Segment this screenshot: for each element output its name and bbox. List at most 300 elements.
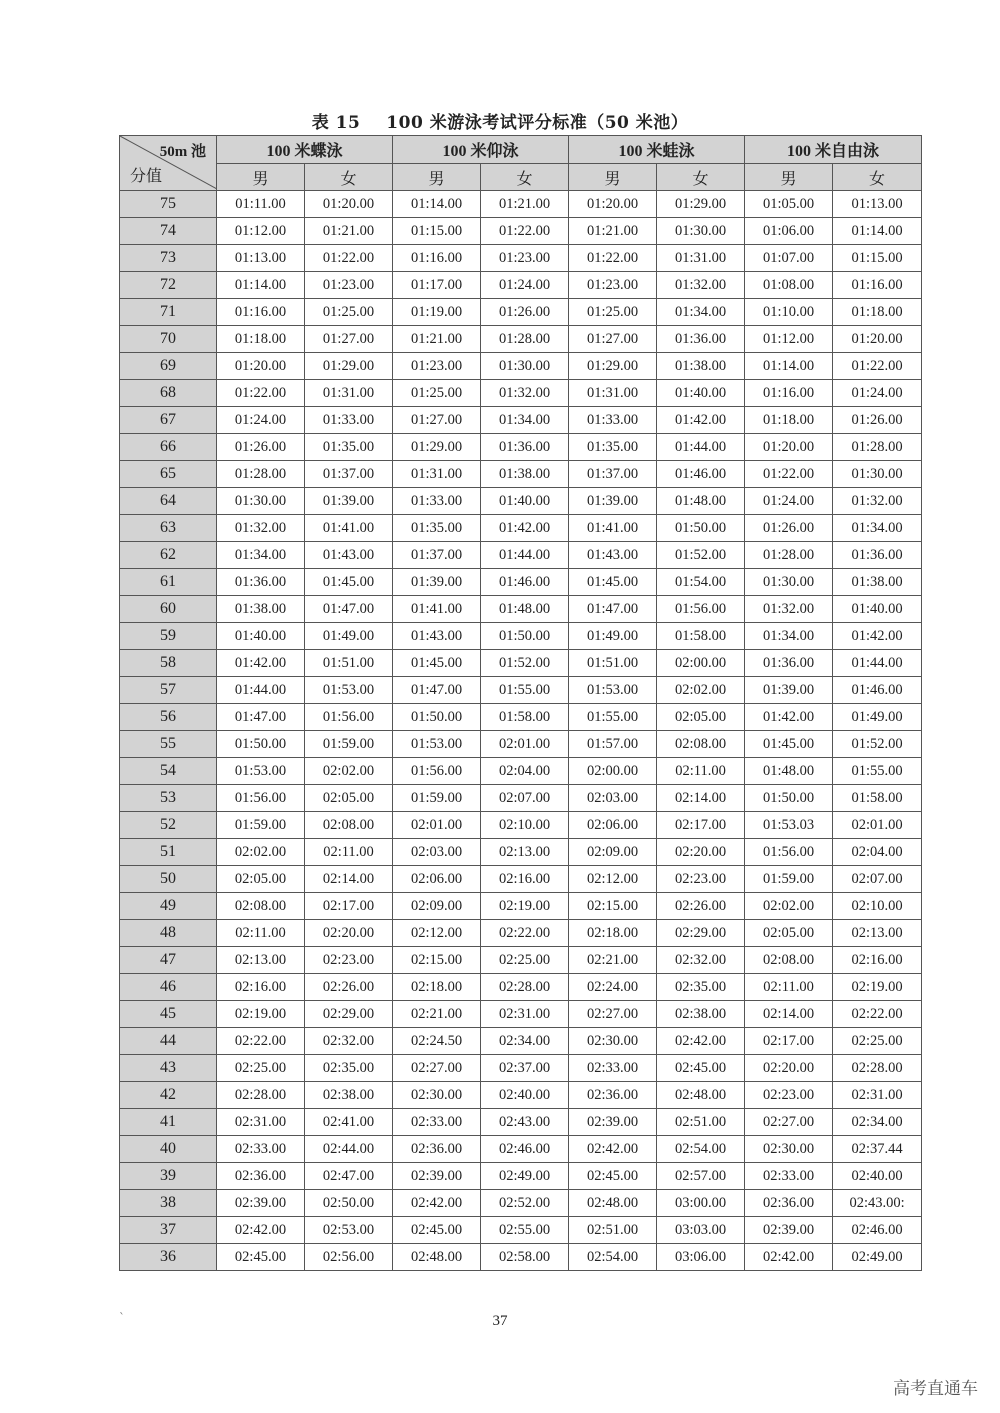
- score-cell: 41: [120, 1109, 217, 1136]
- time-cell: 01:29.00: [569, 353, 657, 380]
- time-cell: 03:03.00: [657, 1217, 745, 1244]
- time-cell: 02:39.00: [569, 1109, 657, 1136]
- time-cell: 01:40.00: [481, 488, 569, 515]
- time-cell: 02:36.00: [393, 1136, 481, 1163]
- time-cell: 01:27.00: [305, 326, 393, 353]
- time-cell: 02:31.00: [481, 1001, 569, 1028]
- time-cell: 02:11.00: [305, 839, 393, 866]
- time-cell: 02:29.00: [657, 920, 745, 947]
- score-cell: 70: [120, 326, 217, 353]
- time-cell: 01:50.00: [657, 515, 745, 542]
- time-cell: 02:16.00: [833, 947, 922, 974]
- score-cell: 44: [120, 1028, 217, 1055]
- time-cell: 01:36.00: [657, 326, 745, 353]
- time-cell: 01:43.00: [569, 542, 657, 569]
- time-cell: 01:22.00: [569, 245, 657, 272]
- time-cell: 02:38.00: [657, 1001, 745, 1028]
- scoring-table-body: [120, 191, 922, 1271]
- time-cell: 01:32.00: [833, 488, 922, 515]
- score-cell: 73: [120, 245, 217, 272]
- table-row: [120, 1109, 922, 1136]
- time-cell: 01:48.00: [657, 488, 745, 515]
- time-cell: 01:24.00: [745, 488, 833, 515]
- time-cell: 01:15.00: [833, 245, 922, 272]
- time-cell: 02:05.00: [745, 920, 833, 947]
- time-cell: 01:19.00: [393, 299, 481, 326]
- time-cell: 02:02.00: [745, 893, 833, 920]
- time-cell: 02:47.00: [305, 1163, 393, 1190]
- time-cell: 01:05.00: [745, 191, 833, 218]
- time-cell: 02:28.00: [217, 1082, 305, 1109]
- time-cell: 01:44.00: [481, 542, 569, 569]
- event-header-breaststroke: 100 米蛙泳: [569, 136, 745, 164]
- time-cell: 02:07.00: [481, 785, 569, 812]
- score-cell: 59: [120, 623, 217, 650]
- time-cell: 02:29.00: [305, 1001, 393, 1028]
- time-cell: 02:24.00: [569, 974, 657, 1001]
- time-cell: 01:28.00: [833, 434, 922, 461]
- table-row: [120, 1217, 922, 1244]
- time-cell: 01:44.00: [217, 677, 305, 704]
- time-cell: 02:52.00: [481, 1190, 569, 1217]
- score-cell: 40: [120, 1136, 217, 1163]
- time-cell: 02:26.00: [657, 893, 745, 920]
- time-cell: 01:31.00: [657, 245, 745, 272]
- score-cell: 55: [120, 731, 217, 758]
- time-cell: 01:57.00: [569, 731, 657, 758]
- time-cell: 01:46.00: [657, 461, 745, 488]
- time-cell: 01:17.00: [393, 272, 481, 299]
- time-cell: 02:03.00: [393, 839, 481, 866]
- time-cell: 02:08.00: [217, 893, 305, 920]
- time-cell: 01:47.00: [569, 596, 657, 623]
- table-row: [120, 1028, 922, 1055]
- time-cell: 01:32.00: [481, 380, 569, 407]
- time-cell: 02:15.00: [569, 893, 657, 920]
- time-cell: 02:04.00: [833, 839, 922, 866]
- time-cell: 01:13.00: [833, 191, 922, 218]
- time-cell: 02:53.00: [305, 1217, 393, 1244]
- time-cell: 01:56.00: [745, 839, 833, 866]
- score-cell: 66: [120, 434, 217, 461]
- time-cell: 01:55.00: [569, 704, 657, 731]
- time-cell: 02:39.00: [745, 1217, 833, 1244]
- score-cell: 51: [120, 839, 217, 866]
- time-cell: 02:33.00: [393, 1109, 481, 1136]
- page-number: 37: [492, 1313, 508, 1329]
- table-row: [120, 353, 922, 380]
- corner-score-label: 分值: [130, 168, 163, 185]
- time-cell: 02:02.00: [657, 677, 745, 704]
- table-row: [120, 1190, 922, 1217]
- time-cell: 02:54.00: [569, 1244, 657, 1271]
- time-cell: 02:22.00: [217, 1028, 305, 1055]
- time-cell: 02:21.00: [569, 947, 657, 974]
- time-cell: 01:34.00: [833, 515, 922, 542]
- time-cell: 01:47.00: [393, 677, 481, 704]
- event-header-freestyle: 100 米自由泳: [745, 136, 922, 164]
- time-cell: 01:42.00: [833, 623, 922, 650]
- time-cell: 01:53.00: [569, 677, 657, 704]
- time-cell: 01:39.00: [393, 569, 481, 596]
- gender-header-female: 女: [833, 164, 922, 191]
- time-cell: 01:48.00: [745, 758, 833, 785]
- time-cell: 01:25.00: [305, 299, 393, 326]
- time-cell: 01:59.00: [745, 866, 833, 893]
- time-cell: 01:53.00: [217, 758, 305, 785]
- time-cell: 02:21.00: [393, 1001, 481, 1028]
- time-cell: 01:50.00: [217, 731, 305, 758]
- time-cell: 02:20.00: [745, 1055, 833, 1082]
- time-cell: 02:23.00: [657, 866, 745, 893]
- time-cell: 02:17.00: [657, 812, 745, 839]
- time-cell: 01:43.00: [305, 542, 393, 569]
- time-cell: 02:38.00: [305, 1082, 393, 1109]
- time-cell: 01:55.00: [833, 758, 922, 785]
- score-cell: 45: [120, 1001, 217, 1028]
- time-cell: 01:50.00: [393, 704, 481, 731]
- time-cell: 02:05.00: [305, 785, 393, 812]
- time-cell: 02:32.00: [657, 947, 745, 974]
- table-row: [120, 758, 922, 785]
- time-cell: 01:22.00: [833, 353, 922, 380]
- time-cell: 01:15.00: [393, 218, 481, 245]
- time-cell: 02:26.00: [305, 974, 393, 1001]
- time-cell: 01:11.00: [217, 191, 305, 218]
- time-cell: 02:19.00: [217, 1001, 305, 1028]
- time-cell: 02:11.00: [745, 974, 833, 1001]
- time-cell: 01:16.00: [217, 299, 305, 326]
- score-cell: 39: [120, 1163, 217, 1190]
- score-cell: 63: [120, 515, 217, 542]
- time-cell: 01:38.00: [217, 596, 305, 623]
- table-row: [120, 893, 922, 920]
- time-cell: 02:08.00: [745, 947, 833, 974]
- time-cell: 02:39.00: [393, 1163, 481, 1190]
- time-cell: 02:20.00: [305, 920, 393, 947]
- time-cell: 02:54.00: [657, 1136, 745, 1163]
- time-cell: 01:45.00: [745, 731, 833, 758]
- score-cell: 71: [120, 299, 217, 326]
- time-cell: 02:16.00: [217, 974, 305, 1001]
- time-cell: 01:21.00: [393, 326, 481, 353]
- time-cell: 02:57.00: [657, 1163, 745, 1190]
- table-row: [120, 245, 922, 272]
- footer-mark: `: [119, 1311, 125, 1325]
- time-cell: 02:15.00: [393, 947, 481, 974]
- table-row: [120, 704, 922, 731]
- time-cell: 01:16.00: [833, 272, 922, 299]
- time-cell: 01:51.00: [569, 650, 657, 677]
- score-cell: 69: [120, 353, 217, 380]
- time-cell: 01:59.00: [305, 731, 393, 758]
- time-cell: 01:08.00: [745, 272, 833, 299]
- time-cell: 01:50.00: [481, 623, 569, 650]
- score-cell: 61: [120, 569, 217, 596]
- scoring-table: [119, 135, 922, 1271]
- time-cell: 01:47.00: [305, 596, 393, 623]
- time-cell: 02:44.00: [305, 1136, 393, 1163]
- time-cell: 01:25.00: [569, 299, 657, 326]
- time-cell: 01:59.00: [217, 812, 305, 839]
- time-cell: 01:25.00: [393, 380, 481, 407]
- time-cell: 01:33.00: [393, 488, 481, 515]
- time-cell: 02:49.00: [833, 1244, 922, 1271]
- time-cell: 01:53.00: [393, 731, 481, 758]
- score-cell: 46: [120, 974, 217, 1001]
- score-cell: 36: [120, 1244, 217, 1271]
- table-row: [120, 272, 922, 299]
- score-cell: 62: [120, 542, 217, 569]
- time-cell: 01:29.00: [393, 434, 481, 461]
- gender-header-male: 男: [569, 164, 657, 191]
- table-row: [120, 839, 922, 866]
- time-cell: 01:42.00: [217, 650, 305, 677]
- time-cell: 02:11.00: [217, 920, 305, 947]
- time-cell: 01:53.03: [745, 812, 833, 839]
- time-cell: 01:26.00: [833, 407, 922, 434]
- time-cell: 02:17.00: [745, 1028, 833, 1055]
- time-cell: 01:24.00: [481, 272, 569, 299]
- time-cell: 01:33.00: [305, 407, 393, 434]
- score-cell: 72: [120, 272, 217, 299]
- time-cell: 01:38.00: [481, 461, 569, 488]
- time-cell: 03:06.00: [657, 1244, 745, 1271]
- time-cell: 02:27.00: [745, 1109, 833, 1136]
- time-cell: 01:16.00: [745, 380, 833, 407]
- time-cell: 02:45.00: [217, 1244, 305, 1271]
- time-cell: 02:14.00: [305, 866, 393, 893]
- score-cell: 75: [120, 191, 217, 218]
- table-row: [120, 812, 922, 839]
- score-cell: 50: [120, 866, 217, 893]
- time-cell: 01:30.00: [481, 353, 569, 380]
- time-cell: 01:07.00: [745, 245, 833, 272]
- time-cell: 02:09.00: [569, 839, 657, 866]
- score-cell: 42: [120, 1082, 217, 1109]
- time-cell: 01:35.00: [305, 434, 393, 461]
- time-cell: 01:30.00: [833, 461, 922, 488]
- table-row: [120, 947, 922, 974]
- time-cell: 02:42.00: [393, 1190, 481, 1217]
- time-cell: 01:36.00: [481, 434, 569, 461]
- watermark: 高考直通车: [893, 1379, 978, 1399]
- time-cell: 01:52.00: [657, 542, 745, 569]
- time-cell: 02:25.00: [217, 1055, 305, 1082]
- time-cell: 01:58.00: [657, 623, 745, 650]
- time-cell: 01:34.00: [745, 623, 833, 650]
- time-cell: 02:10.00: [833, 893, 922, 920]
- time-cell: 02:35.00: [305, 1055, 393, 1082]
- time-cell: 02:20.00: [657, 839, 745, 866]
- time-cell: 02:48.00: [657, 1082, 745, 1109]
- table-title: [0, 108, 1000, 133]
- time-cell: 02:17.00: [305, 893, 393, 920]
- time-cell: 02:06.00: [569, 812, 657, 839]
- time-cell: 01:37.00: [569, 461, 657, 488]
- time-cell: 01:13.00: [217, 245, 305, 272]
- time-cell: 01:49.00: [833, 704, 922, 731]
- time-cell: 01:20.00: [833, 326, 922, 353]
- time-cell: 01:26.00: [745, 515, 833, 542]
- time-cell: 02:02.00: [217, 839, 305, 866]
- time-cell: 01:34.00: [657, 299, 745, 326]
- time-cell: 02:30.00: [393, 1082, 481, 1109]
- table-row: [120, 920, 922, 947]
- time-cell: 02:51.00: [657, 1109, 745, 1136]
- time-cell: 01:10.00: [745, 299, 833, 326]
- time-cell: 02:50.00: [305, 1190, 393, 1217]
- corner-pool-label: 50m 池: [159, 144, 206, 160]
- time-cell: 01:22.00: [745, 461, 833, 488]
- time-cell: 01:26.00: [481, 299, 569, 326]
- time-cell: 02:25.00: [833, 1028, 922, 1055]
- time-cell: 01:20.00: [217, 353, 305, 380]
- time-cell: 02:30.00: [569, 1028, 657, 1055]
- time-cell: 01:06.00: [745, 218, 833, 245]
- time-cell: 01:21.00: [569, 218, 657, 245]
- time-cell: 01:14.00: [393, 191, 481, 218]
- time-cell: 02:42.00: [745, 1244, 833, 1271]
- time-cell: 01:35.00: [569, 434, 657, 461]
- score-cell: 43: [120, 1055, 217, 1082]
- time-cell: 02:42.00: [217, 1217, 305, 1244]
- time-cell: 02:01.00: [393, 812, 481, 839]
- time-cell: 01:39.00: [569, 488, 657, 515]
- time-cell: 01:39.00: [745, 677, 833, 704]
- table-row: [120, 1055, 922, 1082]
- time-cell: 02:02.00: [305, 758, 393, 785]
- time-cell: 02:36.00: [745, 1190, 833, 1217]
- time-cell: 02:14.00: [745, 1001, 833, 1028]
- time-cell: 02:48.00: [393, 1244, 481, 1271]
- time-cell: 02:36.00: [569, 1082, 657, 1109]
- time-cell: 02:28.00: [481, 974, 569, 1001]
- time-cell: 01:35.00: [393, 515, 481, 542]
- time-cell: 01:23.00: [481, 245, 569, 272]
- table-row: [120, 380, 922, 407]
- time-cell: 02:37.44: [833, 1136, 922, 1163]
- table-title-text: 100 米游泳考试评分标准（50 米池）: [386, 113, 689, 133]
- time-cell: 02:00.00: [569, 758, 657, 785]
- time-cell: 02:49.00: [481, 1163, 569, 1190]
- time-cell: 01:45.00: [569, 569, 657, 596]
- time-cell: 02:10.00: [481, 812, 569, 839]
- score-cell: 60: [120, 596, 217, 623]
- time-cell: 01:56.00: [393, 758, 481, 785]
- table-row: [120, 974, 922, 1001]
- time-cell: 01:31.00: [305, 380, 393, 407]
- time-cell: 02:51.00: [569, 1217, 657, 1244]
- time-cell: 01:38.00: [657, 353, 745, 380]
- table-row: [120, 542, 922, 569]
- time-cell: 01:12.00: [217, 218, 305, 245]
- time-cell: 02:46.00: [833, 1217, 922, 1244]
- time-cell: 01:45.00: [305, 569, 393, 596]
- score-cell: 64: [120, 488, 217, 515]
- table-number: 表 15: [311, 113, 361, 133]
- time-cell: 01:46.00: [833, 677, 922, 704]
- table-row: [120, 299, 922, 326]
- time-cell: 01:37.00: [305, 461, 393, 488]
- time-cell: 01:22.00: [217, 380, 305, 407]
- table-row: [120, 866, 922, 893]
- time-cell: 01:41.00: [393, 596, 481, 623]
- time-cell: 02:31.00: [833, 1082, 922, 1109]
- score-cell: 37: [120, 1217, 217, 1244]
- time-cell: 01:50.00: [745, 785, 833, 812]
- time-cell: 01:36.00: [833, 542, 922, 569]
- gender-header-male: 男: [393, 164, 481, 191]
- time-cell: 02:06.00: [393, 866, 481, 893]
- score-cell: 57: [120, 677, 217, 704]
- time-cell: 01:14.00: [217, 272, 305, 299]
- time-cell: 02:45.00: [569, 1163, 657, 1190]
- time-cell: 01:16.00: [393, 245, 481, 272]
- time-cell: 01:37.00: [393, 542, 481, 569]
- time-cell: 01:21.00: [305, 218, 393, 245]
- time-cell: 01:30.00: [657, 218, 745, 245]
- time-cell: 02:13.00: [217, 947, 305, 974]
- time-cell: 02:35.00: [657, 974, 745, 1001]
- time-cell: 02:13.00: [481, 839, 569, 866]
- event-header-butterfly: 100 米蝶泳: [217, 136, 393, 164]
- time-cell: 02:37.00: [481, 1055, 569, 1082]
- time-cell: 01:23.00: [305, 272, 393, 299]
- time-cell: 02:19.00: [833, 974, 922, 1001]
- time-cell: 01:32.00: [657, 272, 745, 299]
- time-cell: 02:00.00: [657, 650, 745, 677]
- time-cell: 02:48.00: [569, 1190, 657, 1217]
- time-cell: 01:59.00: [393, 785, 481, 812]
- time-cell: 01:24.00: [833, 380, 922, 407]
- time-cell: 02:18.00: [569, 920, 657, 947]
- table-row: [120, 1136, 922, 1163]
- time-cell: 01:40.00: [217, 623, 305, 650]
- table-row: [120, 677, 922, 704]
- table-row: [120, 596, 922, 623]
- time-cell: 02:05.00: [657, 704, 745, 731]
- time-cell: 02:27.00: [393, 1055, 481, 1082]
- time-cell: 01:14.00: [833, 218, 922, 245]
- time-cell: 02:13.00: [833, 920, 922, 947]
- time-cell: 01:20.00: [745, 434, 833, 461]
- time-cell: 01:47.00: [217, 704, 305, 731]
- time-cell: 01:29.00: [305, 353, 393, 380]
- time-cell: 01:56.00: [657, 596, 745, 623]
- time-cell: 02:42.00: [657, 1028, 745, 1055]
- time-cell: 01:40.00: [833, 596, 922, 623]
- time-cell: 01:56.00: [217, 785, 305, 812]
- time-cell: 02:43.00:: [833, 1190, 922, 1217]
- time-cell: 01:18.00: [217, 326, 305, 353]
- time-cell: 01:49.00: [569, 623, 657, 650]
- score-cell: 67: [120, 407, 217, 434]
- time-cell: 01:48.00: [481, 596, 569, 623]
- time-cell: 02:40.00: [833, 1163, 922, 1190]
- time-cell: 02:33.00: [745, 1163, 833, 1190]
- time-cell: 02:34.00: [833, 1109, 922, 1136]
- table-row: [120, 191, 922, 218]
- time-cell: 01:56.00: [305, 704, 393, 731]
- time-cell: 01:28.00: [217, 461, 305, 488]
- time-cell: 01:41.00: [305, 515, 393, 542]
- time-cell: 02:33.00: [217, 1136, 305, 1163]
- time-cell: 02:18.00: [393, 974, 481, 1001]
- time-cell: 02:32.00: [305, 1028, 393, 1055]
- time-cell: 02:01.00: [481, 731, 569, 758]
- time-cell: 01:23.00: [569, 272, 657, 299]
